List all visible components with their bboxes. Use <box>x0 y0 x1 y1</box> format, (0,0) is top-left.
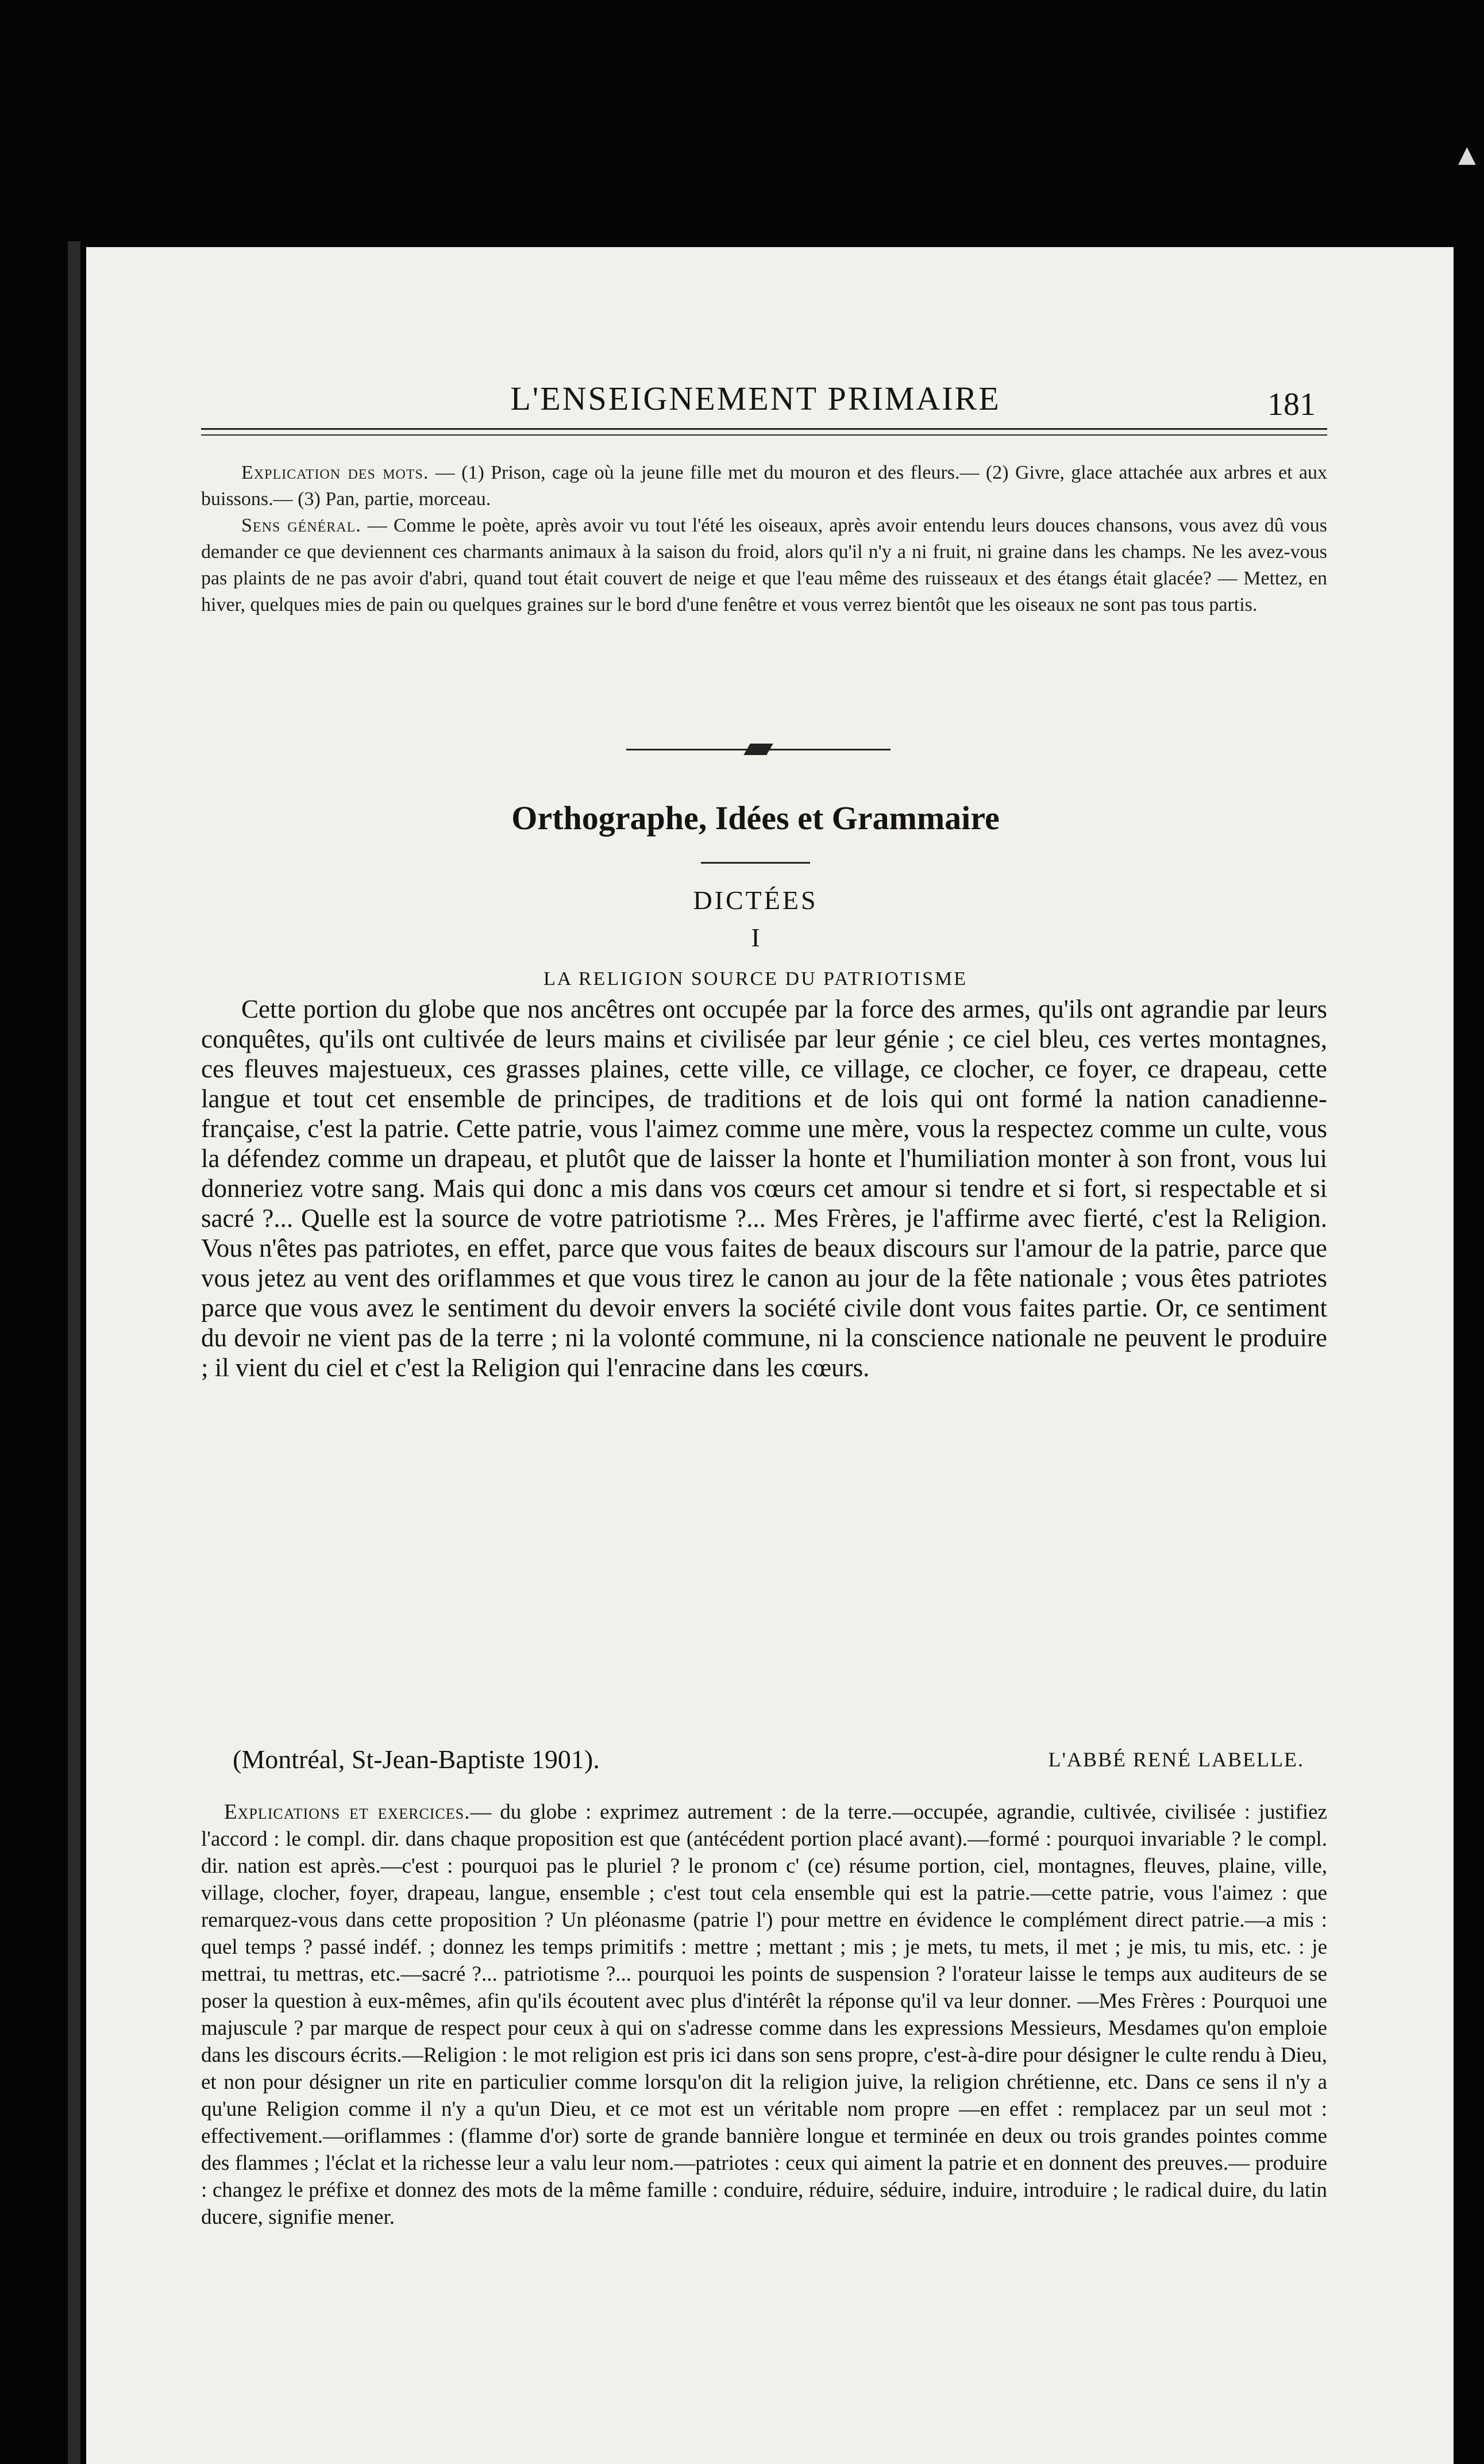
dictees-title: DICTÉES <box>693 886 818 915</box>
section-title: Orthographe, Idées et Grammaire <box>511 799 1000 837</box>
word-explanation <box>201 460 1327 513</box>
general-meaning-text: — Comme le poète, après avoir vu tout l'été les oiseaux, après avoir entendu leurs douces chansons, vous avez dû vous demander ce que deviennent ces charmants animaux à la saison du froid, alors qu'il n'y a ni fruit, ni graine dans les champs. Ne les avez-vous pas plaints de ne pas avoir d'abri, quand tout était couvert de neige et que l'eau même des ruisseaux et des étangs était glacée? — Mettez, en hiver, quelques mies de pain ou quelques graines sur le bord d'une fenêtre et vous verrez bientôt que les oiseaux ne sont pas tous partis. <box>201 515 1328 615</box>
book-spine <box>68 241 80 2464</box>
running-head <box>201 379 1316 425</box>
exercises-label: Explications et exercices. <box>224 1800 471 1824</box>
word-explanation-text: — (1) Prison, cage où la jeune fille met du mouron et des fleurs.— (2) Givre, glace attachée aux arbres et aux buissons.— (3) Pan, partie, morceau. <box>201 462 1328 510</box>
notes-block <box>201 460 1327 618</box>
source-line <box>201 1744 1327 1778</box>
exercises-block <box>201 1799 1327 2231</box>
page-number: 181 <box>1267 387 1316 422</box>
source-author: L'ABBÉ RENÉ LABELLE. <box>1048 1748 1304 1771</box>
ornament-divider <box>626 741 891 759</box>
dictee-heading: LA RELIGION SOURCE DU PATRIOTISME <box>543 968 968 990</box>
general-meaning-label: Sens général. <box>241 515 361 536</box>
dictee-text: Cette portion du globe que nos ancêtres ont occupée par la force des armes, qu'ils ont agrandie par leurs conquêtes, qu'ils ont cultivée de leurs mains et civilisée par leur génie ; ce ciel bleu, ces vertes montagnes, ces fleuves majestueux, ces grasses plaines, cette ville, ce village, ce clocher, ce foyer, ce drapeau, cette langue et tout cet ensemble de principes, de traditions et de lois qui ont formé la nation canadienne-française, c'est la patrie. Cette patrie, vous l'aimez comme une mère, vous la respectez comme un culte, vous la défendez comme un drapeau, et plutôt que de laisser la honte et l'humiliation monter à son front, vous lui donneriez votre sang. Mais qui donc a mis dans vos cœurs cet amour si tendre et si fort, si respectable et si sacré ?... Quelle est la source de votre patriotisme ?... Mes Frères, je l'affirme avec fierté, c'est la Religion. Vous n'êtes pas patriotes, en effet, parce que vous faites de beaux discours sur l'amour de la patrie, parce que vous jetez au vent des oriflammes et que vous tirez le canon au jour de la fête nationale ; vous êtes patriotes parce que vous avez le sentiment du devoir envers la société civile dont vous faites partie. Or, ce sentiment du devoir ne vient pas de la terre ; ni la volonté commune, ni la conscience nationale ne peuvent le produire ; il vient du ciel et c'est la Religion qui l'enracine dans les cœurs. <box>201 995 1327 1382</box>
exercises-text: — du globe : exprimez autrement : de la terre.—occupée, agrandie, cultivée, civilisée : justifiez l'accord : le compl. dir. dans chaque proposition est que (antécédent portion placé avant).—formé : pourquoi invariable ? le compl. dir. nation est après.—c'est : pourquoi pas le pluriel ? le pronom c' (ce) résume portion, ciel, montagnes, fleuves, plaine, ville, village, clocher, foyer, drapeau, langue, ensemble ; c'est tout cela ensemble qui est la patrie.—cette patrie, vous l'aimez : que remarquez-vous dans cette proposition ? Un pléonasme (patrie l') pour mettre en évidence le complément direct patrie.—a mis : quel temps ? passé indéf. ; donnez les temps primitifs : mettre ; mettant ; mis ; je mets, tu mets, il met ; je mis, tu mis, etc. : je mettrai, tu mettras, etc.—sacré ?... patriotisme ?... pourquoi les points de suspension ? l'orateur laisse le temps aux auditeurs de se poser la question à eux-mêmes, afin qu'ils écoutent avec plus d'intérêt la réponse qu'il va leur donner. —Mes Frères : Pourquoi une majuscule ? par marque de respect pour ceux à qui on s'adresse comme dans les expressions Messieurs, Mesdames qu'on emploie dans les discours écrits.—Religion : le mot religion est pris ici dans son sens propre, c'est-à-dire pour désigner le culte rendu à Dieu, et non pour désigner un rite en particulier comme lorsqu'on dit la religion juive, la religion chrétienne, etc. Dans ce sens il n'y a qu'une Religion comme il n'y a qu'un Dieu, et ce mot est un véritable nom propre —en effet : remplacez par un seul mot : effectivement.—oriflammes : (flamme d'or) sorte de grande bannière longue et terminée en deux ou trois grandes pointes comme des flammes ; l'éclat et la richesse leur a valu leur nom.—patriotes : ceux qui aiment la patrie et en donnent des preuves.— produire : changez le préfixe et donnez des mots de la même famille : conduire, réduire, séduire, induire, introduire ; le radical duire, du latin ducere, signifie mener. <box>201 1800 1327 2229</box>
word-explanation-label: Explication des mots. <box>241 462 429 483</box>
title-rule <box>701 862 810 864</box>
diamond-icon <box>743 744 773 755</box>
header-rule <box>201 428 1327 436</box>
source-place: (Montréal, St-Jean-Baptiste 1901). <box>233 1745 600 1774</box>
dictee-number: I <box>751 923 760 952</box>
corner-mark-icon: ▲ <box>1458 141 1476 168</box>
book-page <box>86 247 1454 2464</box>
general-meaning <box>201 513 1327 618</box>
running-title: L'ENSEIGNEMENT PRIMAIRE <box>510 380 1001 417</box>
